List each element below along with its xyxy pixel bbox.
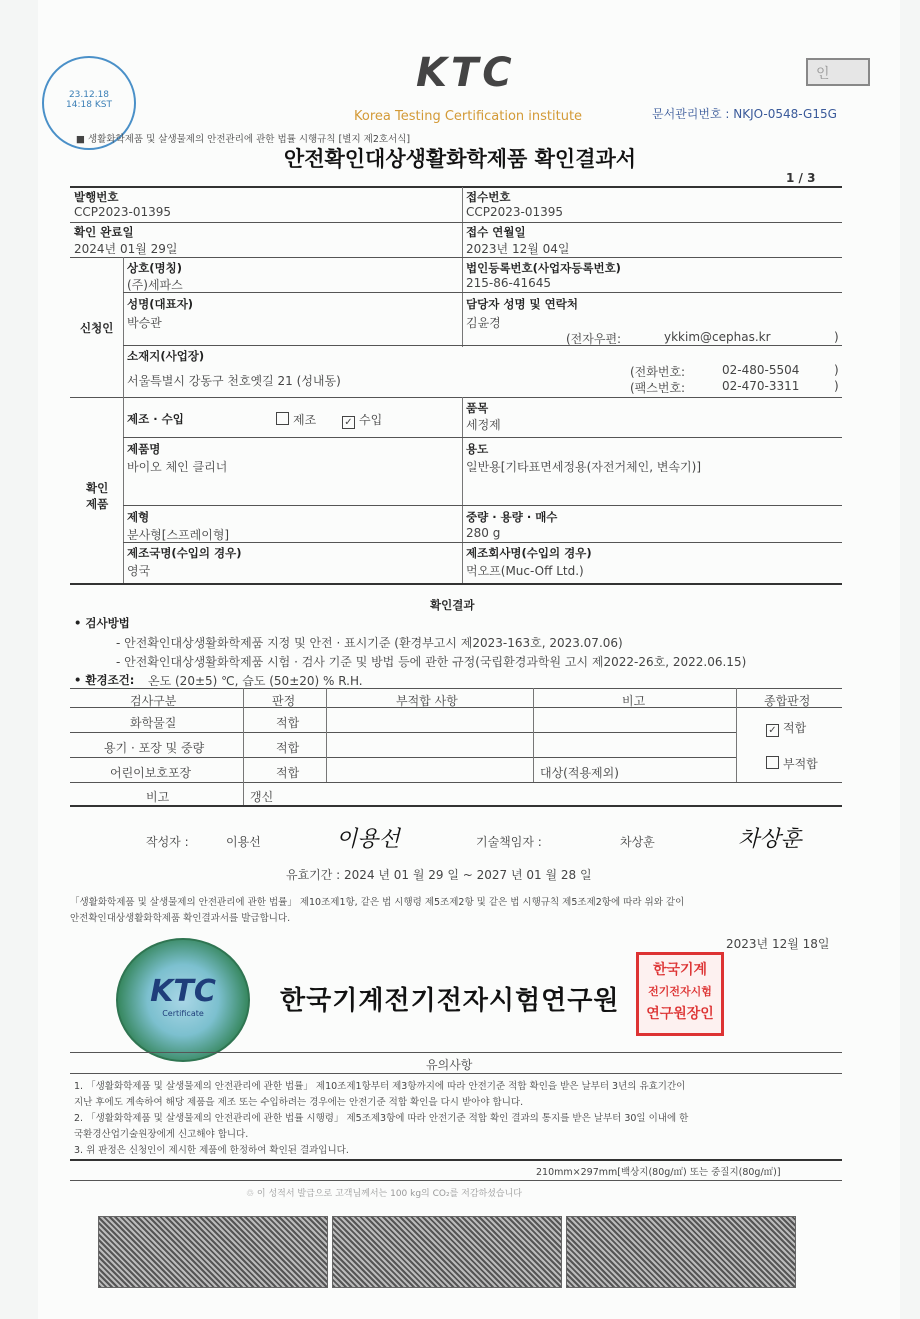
page-title: 안전확인대상생활화학제품 확인결과서 [283, 147, 637, 171]
fax-label: (팩스번호: [630, 381, 686, 395]
author-name: 이용선 [226, 835, 261, 849]
use-value: 일반용[기타표면세정용(자전거체인, 변속기)] [466, 460, 702, 474]
logo-subtitle: Korea Testing Certification institute [354, 109, 583, 124]
doc-control-number: 문서관리번호 : NKJO-0548-G15G [652, 107, 837, 121]
note-line: 3. 위 판정은 신청인이 제시한 제품에 한정하여 확인된 결과입니다. [74, 1145, 349, 1156]
note-line: 1. 「생활화학제품 및 살생물제의 안전관리에 관한 법률」 제10조제1항부터 제3항까지에 따라 안전기준 적합 확인을 받은 날부터 3년의 유효기간이 [74, 1081, 686, 1092]
seal-line-1: 한국기계 [652, 962, 708, 978]
ktc-certificate-badge [116, 938, 250, 1062]
col-header-nonconformity: 부적합 사항 [396, 694, 458, 708]
product-name-label: 제품명 [127, 442, 161, 456]
note-line: 국환경산업기술원장에게 신고해야 합니다. [74, 1129, 249, 1140]
env-value: 온도 (20±5) ℃, 습도 (50±20) % R.H. [148, 674, 363, 688]
row-judgement: 적합 [276, 766, 300, 780]
receipt-no-label: 접수번호 [466, 190, 511, 204]
import-label: 수입 [359, 413, 383, 427]
col-header-judgement: 판정 [272, 694, 296, 708]
item-label: 품목 [466, 401, 489, 415]
phone-close: ) [834, 363, 839, 377]
representative-label: 성명(대표자) [127, 297, 194, 311]
security-pattern [98, 1216, 328, 1288]
receipt-date: 2023년 12월 04일 [466, 242, 570, 256]
security-pattern [566, 1216, 796, 1288]
row-category: 어린이보호포장 [110, 766, 192, 780]
weight-value: 280 g [466, 526, 501, 540]
time-stamp-time: 14:18 KST [66, 100, 112, 110]
pass-label: 적합 [783, 721, 807, 735]
item-value: 세정제 [466, 418, 501, 432]
phone-label: (전화번호: [630, 365, 686, 379]
tech-name: 차상훈 [620, 835, 655, 849]
statement-line-1: 「생활화학제품 및 살생물제의 안전관리에 관한 법률」 제10조제1항, 같은 법 시행령 제5조제2항 및 같은 법 시행규칙 제5조제2항에 따라 위와 같이 [70, 897, 685, 908]
issue-no-label: 발행번호 [74, 190, 119, 204]
product-section-label-1: 확인 [86, 481, 109, 495]
issue-no: CCP2023-01395 [74, 205, 172, 219]
issue-date: 2023년 12월 18일 [726, 937, 830, 951]
confirm-date-label: 확인 완료일 [74, 225, 134, 239]
tech-label: 기술책임자 : [476, 835, 542, 849]
row-note: 대상(적용제외) [540, 766, 619, 780]
address-label: 소재지(사업장) [127, 349, 205, 363]
use-label: 용도 [466, 442, 489, 456]
receipt-date-label: 접수 연월일 [466, 225, 526, 239]
product-section-label-2: 제품 [86, 497, 109, 511]
biz-no: 215-86-41645 [466, 276, 552, 290]
applicant-section-label: 신청인 [80, 321, 114, 335]
official-seal [636, 952, 724, 1036]
country-value: 영국 [127, 564, 151, 578]
statement-line-2: 안전확인대상생활화학제품 확인결과서를 발급합니다. [70, 913, 291, 924]
manufacture-label: 제조 [293, 413, 317, 427]
email: ykkim@cephas.kr [664, 330, 771, 344]
method-label: • 검사방법 [74, 616, 130, 630]
maker-value: 먹오프(Muc-Off Ltd.) [466, 564, 584, 578]
results-title: 확인결과 [430, 598, 475, 612]
fax: 02-470-3311 [722, 379, 800, 393]
fail-checkbox[interactable] [766, 756, 779, 769]
confirm-date: 2024년 01월 29일 [74, 242, 178, 256]
company-label: 상호(명칭) [127, 261, 182, 275]
badge-text: KTC [150, 974, 216, 1009]
weight-label: 중량 · 용량 · 매수 [466, 510, 558, 524]
contact-name: 김윤경 [466, 316, 501, 330]
overall-fail[interactable] [766, 755, 818, 772]
badge-sub: Certificate [162, 1009, 204, 1018]
eco-note: ♲ 이 성적서 발급으로 고객님께서는 100 kg의 CO₂를 저감하셨습니다 [246, 1189, 522, 1199]
address: 서울특별시 강동구 천호옛길 21 (성내동) [127, 374, 341, 388]
env-label: • 환경조건: [74, 673, 135, 687]
form-value: 분사형[스프레이형] [127, 528, 230, 542]
product-name: 바이오 체인 클리너 [127, 460, 228, 474]
form-reference: ■ 생활화학제품 및 살생물제의 안전관리에 관한 법률 시행규칙 [별지 제2호서식] [76, 134, 411, 145]
contact-label: 담당자 성명 및 연락처 [466, 297, 578, 311]
time-stamp-date: 23.12.18 [68, 90, 110, 100]
remark-label: 비고 [146, 790, 170, 804]
country-label: 제조국명(수입의 경우) [127, 546, 242, 560]
method-2: - 안전확인대상생활화학제품 시험 · 검사 기준 및 방법 등에 관한 규정(국립환경과학원 고시 제2022-26호, 2022.06.15) [116, 655, 747, 669]
seal-line-3: 연구원장인 [646, 1006, 714, 1022]
email-close: ) [834, 330, 839, 344]
receipt-no: CCP2023-01395 [466, 205, 564, 219]
opt-manufacture[interactable] [276, 411, 316, 428]
email-label: (전자우편: [566, 332, 622, 346]
overall-pass[interactable] [766, 719, 806, 737]
col-header-overall: 종합판정 [764, 694, 811, 708]
seal-line-2: 전기전자시험 [648, 985, 712, 998]
method-1: - 안전확인대상생활화학제품 지정 및 안전 · 표시기준 (환경부고시 제2023-163호, 2023.07.06) [116, 636, 623, 650]
phone: 02-480-5504 [722, 363, 800, 377]
maker-label: 제조회사명(수입의 경우) [466, 546, 592, 560]
paper-spec: 210mm×297mm[백상지(80g/㎡) 또는 중질지(80g/㎡)] [536, 1167, 781, 1178]
form-label: 제형 [127, 510, 150, 524]
manufacture-checkbox[interactable] [276, 412, 289, 425]
row-judgement: 적합 [276, 716, 300, 730]
tech-signature: 차상훈 [738, 827, 802, 852]
issuer-name: 한국기계전기전자시험연구원 [280, 986, 620, 1016]
row-category: 화학물질 [130, 716, 177, 730]
page-number: 1 / 3 [786, 171, 816, 185]
col-header-note: 비고 [622, 694, 646, 708]
row-judgement: 적합 [276, 741, 300, 755]
seal-box: 인 [806, 58, 870, 86]
import-checkbox[interactable]: ✓ [342, 416, 355, 429]
opt-import[interactable] [342, 411, 382, 429]
remark-value: 갱신 [250, 790, 274, 804]
mfg-import-label: 제조 · 수입 [127, 412, 184, 426]
security-pattern [332, 1216, 562, 1288]
note-line: 2. 「생활화학제품 및 살생물제의 안전관리에 관한 법률 시행령」 제5조제3항에 따라 안전기준 적합 확인 결과의 통지를 받은 날부터 30일 이내에 한 [74, 1113, 689, 1124]
ktc-logo: KTC [416, 50, 516, 96]
author-label: 작성자 : [146, 835, 189, 849]
notes-title: 유의사항 [426, 1058, 473, 1072]
col-header-category: 검사구분 [130, 694, 177, 708]
fax-close: ) [834, 379, 839, 393]
representative: 박승관 [127, 316, 162, 330]
validity-period: 유효기간 : 2024 년 01 월 29 일 ~ 2027 년 01 월 28 일 [286, 868, 592, 882]
company-name: (주)세파스 [127, 278, 183, 292]
fail-label: 부적합 [783, 757, 818, 771]
row-category: 용기 · 포장 및 중량 [104, 741, 205, 755]
note-line: 지난 후에도 계속하여 해당 제품을 제조 또는 수입하려는 경우에는 안전기준 적합 확인을 다시 받아야 합니다. [74, 1097, 524, 1108]
author-signature: 이용선 [336, 827, 400, 852]
pass-checkbox[interactable]: ✓ [766, 724, 779, 737]
biz-no-label: 법인등록번호(사업자등록번호) [466, 261, 621, 275]
